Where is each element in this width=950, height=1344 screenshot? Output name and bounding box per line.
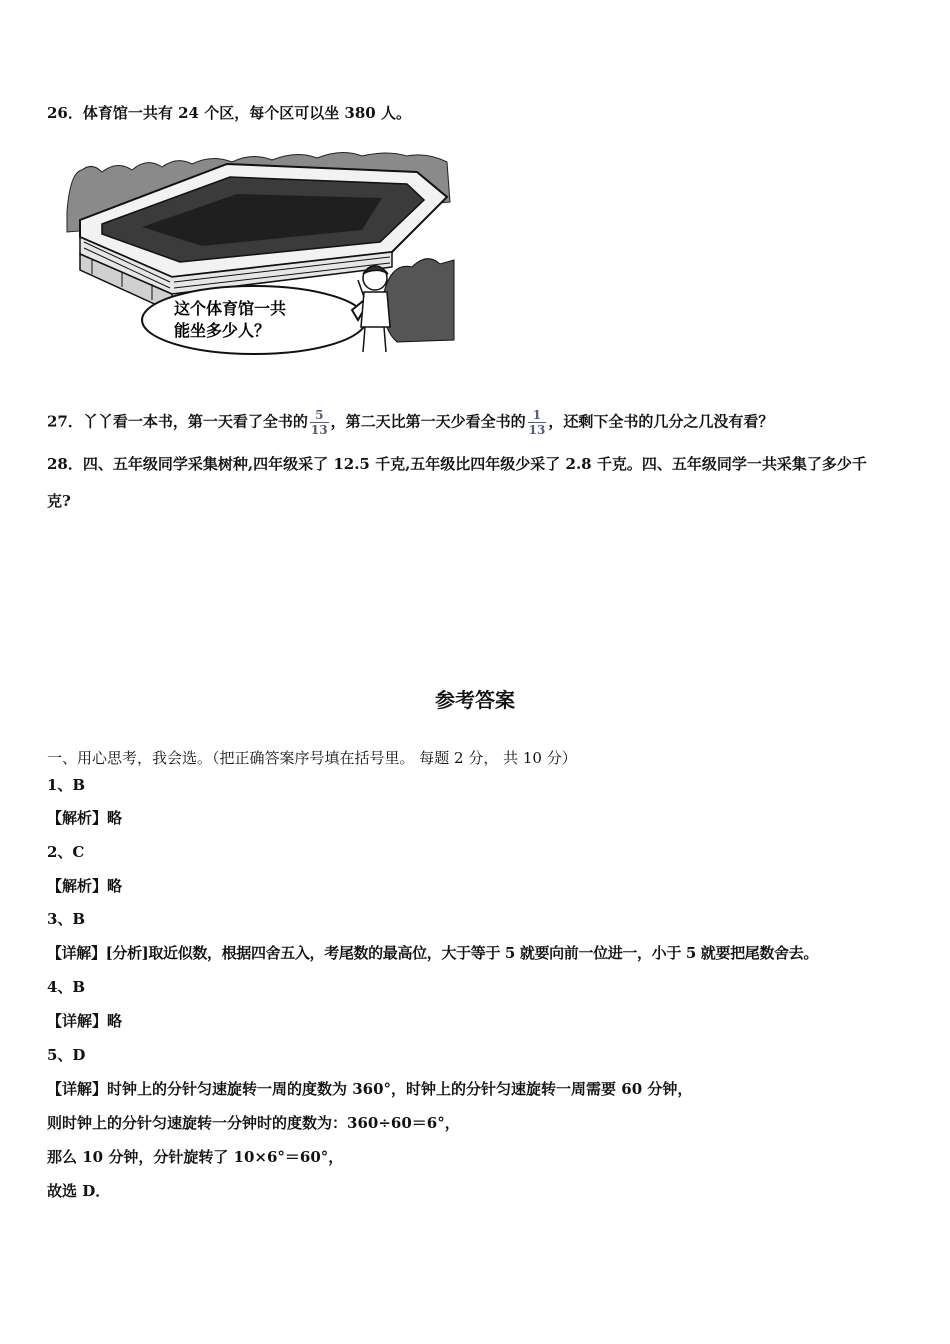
bubble-line-2: 能坐多少人？: [174, 321, 271, 340]
answer-5-explanation-line1: 【详解】时钟上的分针匀速旋转一周的度数为 360°，时钟上的分针匀速旋转一周需要 60 分钟，: [47, 1080, 693, 1098]
section-1-heading: 一、用心思考，我会选。（把正确答案序号填在括号里。 每题 2 分， 共 10 分）: [47, 749, 577, 767]
answer-4: 4、B: [47, 978, 86, 996]
bushes-right: [383, 259, 454, 342]
answer-5: 5、D: [47, 1046, 86, 1064]
q28-text-line2: 克?: [47, 492, 71, 510]
q27-frac2-numerator: 1: [528, 408, 547, 423]
answer-5-explanation-line2: 则时钟上的分针匀速旋转一分钟时的度数为：360÷60＝6°，: [47, 1114, 460, 1132]
q27-text: [47, 408, 773, 437]
stadium-illustration: [62, 142, 457, 364]
answer-1: 1、B: [47, 776, 86, 794]
q27-frac1-numerator: 5: [310, 408, 329, 423]
q27-fraction-2: [528, 408, 547, 437]
answer-2: 2、C: [47, 843, 85, 861]
answer-5-explanation-line3: 那么 10 分钟，分针旋转了 10×6°＝60°，: [47, 1148, 344, 1166]
q27-part2: ，第二天比第一天少看全书的: [330, 412, 526, 431]
q27-frac2-denominator: 13: [528, 423, 546, 437]
answer-5-explanation-line4: 故选 D．: [47, 1182, 111, 1200]
q28-text-line1: 28．四、五年级同学采集树种,四年级采了 12.5 千克,五年级比四年级少采了 2.8 千克。四、五年级同学一共采集了多少千: [47, 455, 867, 473]
answer-3-explanation: 【详解】[分析]取近似数，根据四舍五入，考尾数的最高位，大于等于 5 就要向前一位进一，小于 5 就要把尾数舍去。: [47, 944, 819, 962]
answer-4-explanation: 【详解】略: [47, 1012, 123, 1030]
answer-key-title: 参考答案: [435, 688, 515, 712]
q27-fraction-1: [310, 408, 329, 437]
speech-bubble: [142, 286, 374, 354]
q27-part1: 27．丫丫看一本书，第一天看了全书的: [47, 412, 308, 431]
q26-text: 26．体育馆一共有 24 个区，每个区可以坐 380 人。: [47, 104, 411, 122]
boy-figure: [358, 266, 390, 352]
answer-1-explanation: 【解析】略: [47, 809, 123, 827]
answer-3: 3、B: [47, 910, 86, 928]
answer-2-explanation: 【解析】略: [47, 877, 123, 895]
bubble-line-1: 这个体育馆一共: [174, 299, 287, 318]
q27-part3: ，还剩下全书的几分之几没有看？: [548, 412, 774, 431]
q27-frac1-denominator: 13: [310, 423, 328, 437]
